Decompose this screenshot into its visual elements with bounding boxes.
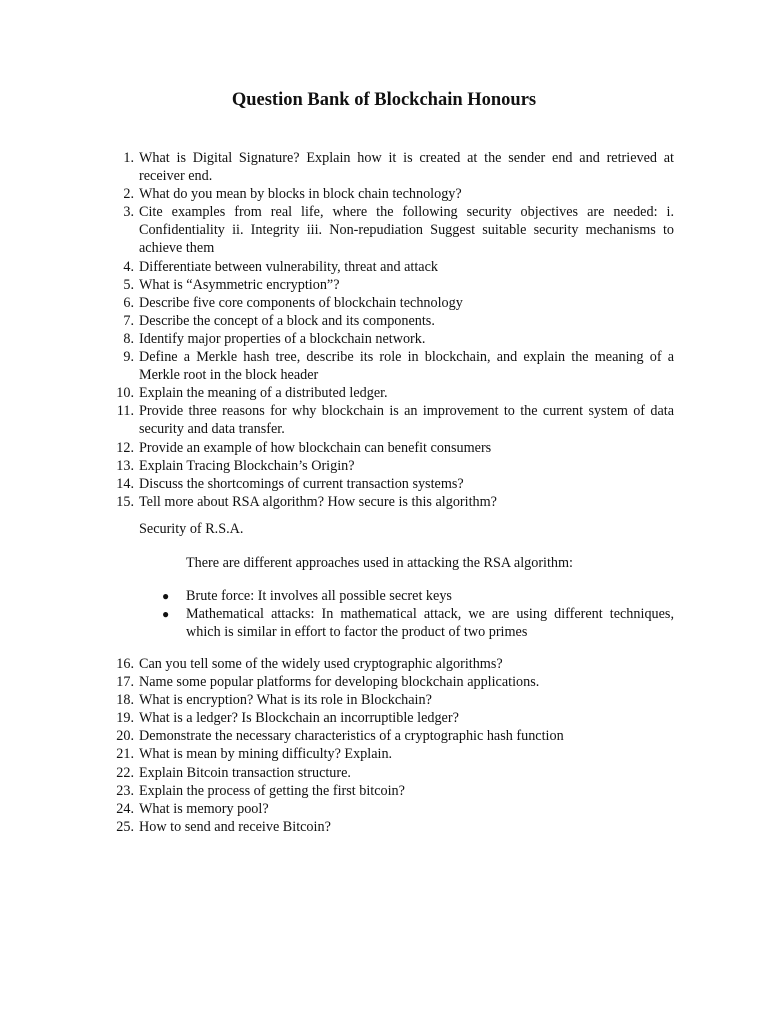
question-number: 15. xyxy=(116,493,134,510)
rsa-section-intro: There are different approaches used in attacking the RSA algorithm: xyxy=(186,555,574,571)
question-text: Explain the process of getting the first bitcoin? xyxy=(139,782,405,799)
question-item xyxy=(112,475,674,493)
question-number: 3. xyxy=(123,204,134,221)
question-item xyxy=(112,493,674,511)
question-item xyxy=(112,384,674,402)
question-number: 19. xyxy=(116,710,134,727)
question-item xyxy=(112,439,674,457)
question-text: Demonstrate the necessary characteristics of a cryptographic hash function xyxy=(139,728,564,745)
question-number: 22. xyxy=(116,764,134,781)
bullet-icon: ● xyxy=(162,607,170,621)
question-item xyxy=(112,745,674,763)
question-item xyxy=(112,782,674,800)
question-item xyxy=(112,709,674,727)
question-item xyxy=(112,402,674,438)
question-text: What do you mean by blocks in block chain technology? xyxy=(139,186,462,203)
question-item xyxy=(112,294,674,312)
bullet-icon: ● xyxy=(162,589,170,603)
question-number: 2. xyxy=(123,186,134,203)
question-item xyxy=(112,764,674,782)
question-text: What is a ledger? Is Blockchain an incorruptible ledger? xyxy=(139,710,459,727)
rsa-section-heading: Security of R.S.A. xyxy=(139,521,244,537)
question-item xyxy=(112,348,674,384)
question-item xyxy=(112,203,674,257)
question-item xyxy=(112,818,674,836)
question-number: 16. xyxy=(116,656,134,672)
question-item xyxy=(112,330,674,348)
question-text: Differentiate between vulnerability, threat and attack xyxy=(139,258,438,275)
question-item xyxy=(112,800,674,818)
question-item xyxy=(112,691,674,709)
question-number: 10. xyxy=(116,385,134,402)
question-text: How to send and receive Bitcoin? xyxy=(139,818,331,835)
question-number: 1. xyxy=(123,150,134,166)
question-number: 18. xyxy=(116,692,134,709)
question-text: What is “Asymmetric encryption”? xyxy=(139,276,340,293)
question-item xyxy=(112,258,674,276)
question-number: 21. xyxy=(116,746,134,763)
question-list-part1 xyxy=(112,149,674,511)
question-item xyxy=(112,185,674,203)
question-number: 9. xyxy=(123,349,134,366)
question-number: 8. xyxy=(123,330,134,347)
rsa-attack-list xyxy=(160,587,674,641)
question-number: 20. xyxy=(116,728,134,745)
question-text: Define a Merkle hash tree, describe its role in blockchain, and explain the meaning of a Merkle root in the block header xyxy=(139,349,674,384)
question-number: 25. xyxy=(116,818,134,835)
question-text: Explain Tracing Blockchain’s Origin? xyxy=(139,457,355,474)
question-text: Discuss the shortcomings of current transaction systems? xyxy=(139,475,464,492)
question-text: Can you tell some of the widely used cryptographic algorithms? xyxy=(139,656,503,672)
question-number: 17. xyxy=(116,674,134,691)
bullet-text: Brute force: It involves all possible secret keys xyxy=(186,588,452,604)
question-number: 13. xyxy=(116,457,134,474)
question-text: Describe five core components of blockchain technology xyxy=(139,294,463,311)
question-item xyxy=(112,655,674,673)
question-text: Identify major properties of a blockchain network. xyxy=(139,330,426,347)
question-number: 12. xyxy=(116,439,134,456)
question-item xyxy=(112,276,674,294)
question-item xyxy=(112,149,674,185)
question-item xyxy=(112,312,674,330)
question-number: 6. xyxy=(123,294,134,311)
question-text: What is Digital Signature? Explain how it is created at the sender end and retrieved at receiver end. xyxy=(139,150,674,185)
question-text: What is mean by mining difficulty? Explain. xyxy=(139,746,393,763)
question-number: 4. xyxy=(123,258,134,275)
document-title: Question Bank of Blockchain Honours xyxy=(231,90,537,110)
question-number: 5. xyxy=(123,276,134,293)
question-text: Explain Bitcoin transaction structure. xyxy=(139,764,351,781)
question-text: What is memory pool? xyxy=(139,800,269,817)
question-number: 11. xyxy=(116,403,134,420)
question-number: 14. xyxy=(116,475,134,492)
question-text: Provide an example of how blockchain can benefit consumers xyxy=(139,439,492,456)
question-text: What is encryption? What is its role in Blockchain? xyxy=(139,692,432,709)
bullet-item xyxy=(160,605,674,641)
question-item xyxy=(112,457,674,475)
question-number: 23. xyxy=(116,782,134,799)
question-text: Provide three reasons for why blockchain is an improvement to the current system of data security and data transfer. xyxy=(139,403,674,438)
question-list-part2 xyxy=(112,655,674,836)
question-item xyxy=(112,727,674,745)
question-text: Describe the concept of a block and its components. xyxy=(139,312,435,329)
question-number: 24. xyxy=(116,800,134,817)
question-item xyxy=(112,673,674,691)
bullet-item xyxy=(160,587,674,605)
question-text: Explain the meaning of a distributed ledger. xyxy=(139,385,388,402)
question-text: Name some popular platforms for developing blockchain applications. xyxy=(139,674,540,691)
question-text: Tell more about RSA algorithm? How secure is this algorithm? xyxy=(139,493,497,510)
question-text: Cite examples from real life, where the following security objectives are needed: i. Confidentiality ii. Integrity iii. Non-repudiation Suggest suitable security mechanisms to achieve them xyxy=(139,204,674,257)
bullet-text: Mathematical attacks: In mathematical attack, we are using different techniques, which is similar in effort to factor the product of two primes xyxy=(186,606,674,640)
question-number: 7. xyxy=(123,312,134,329)
